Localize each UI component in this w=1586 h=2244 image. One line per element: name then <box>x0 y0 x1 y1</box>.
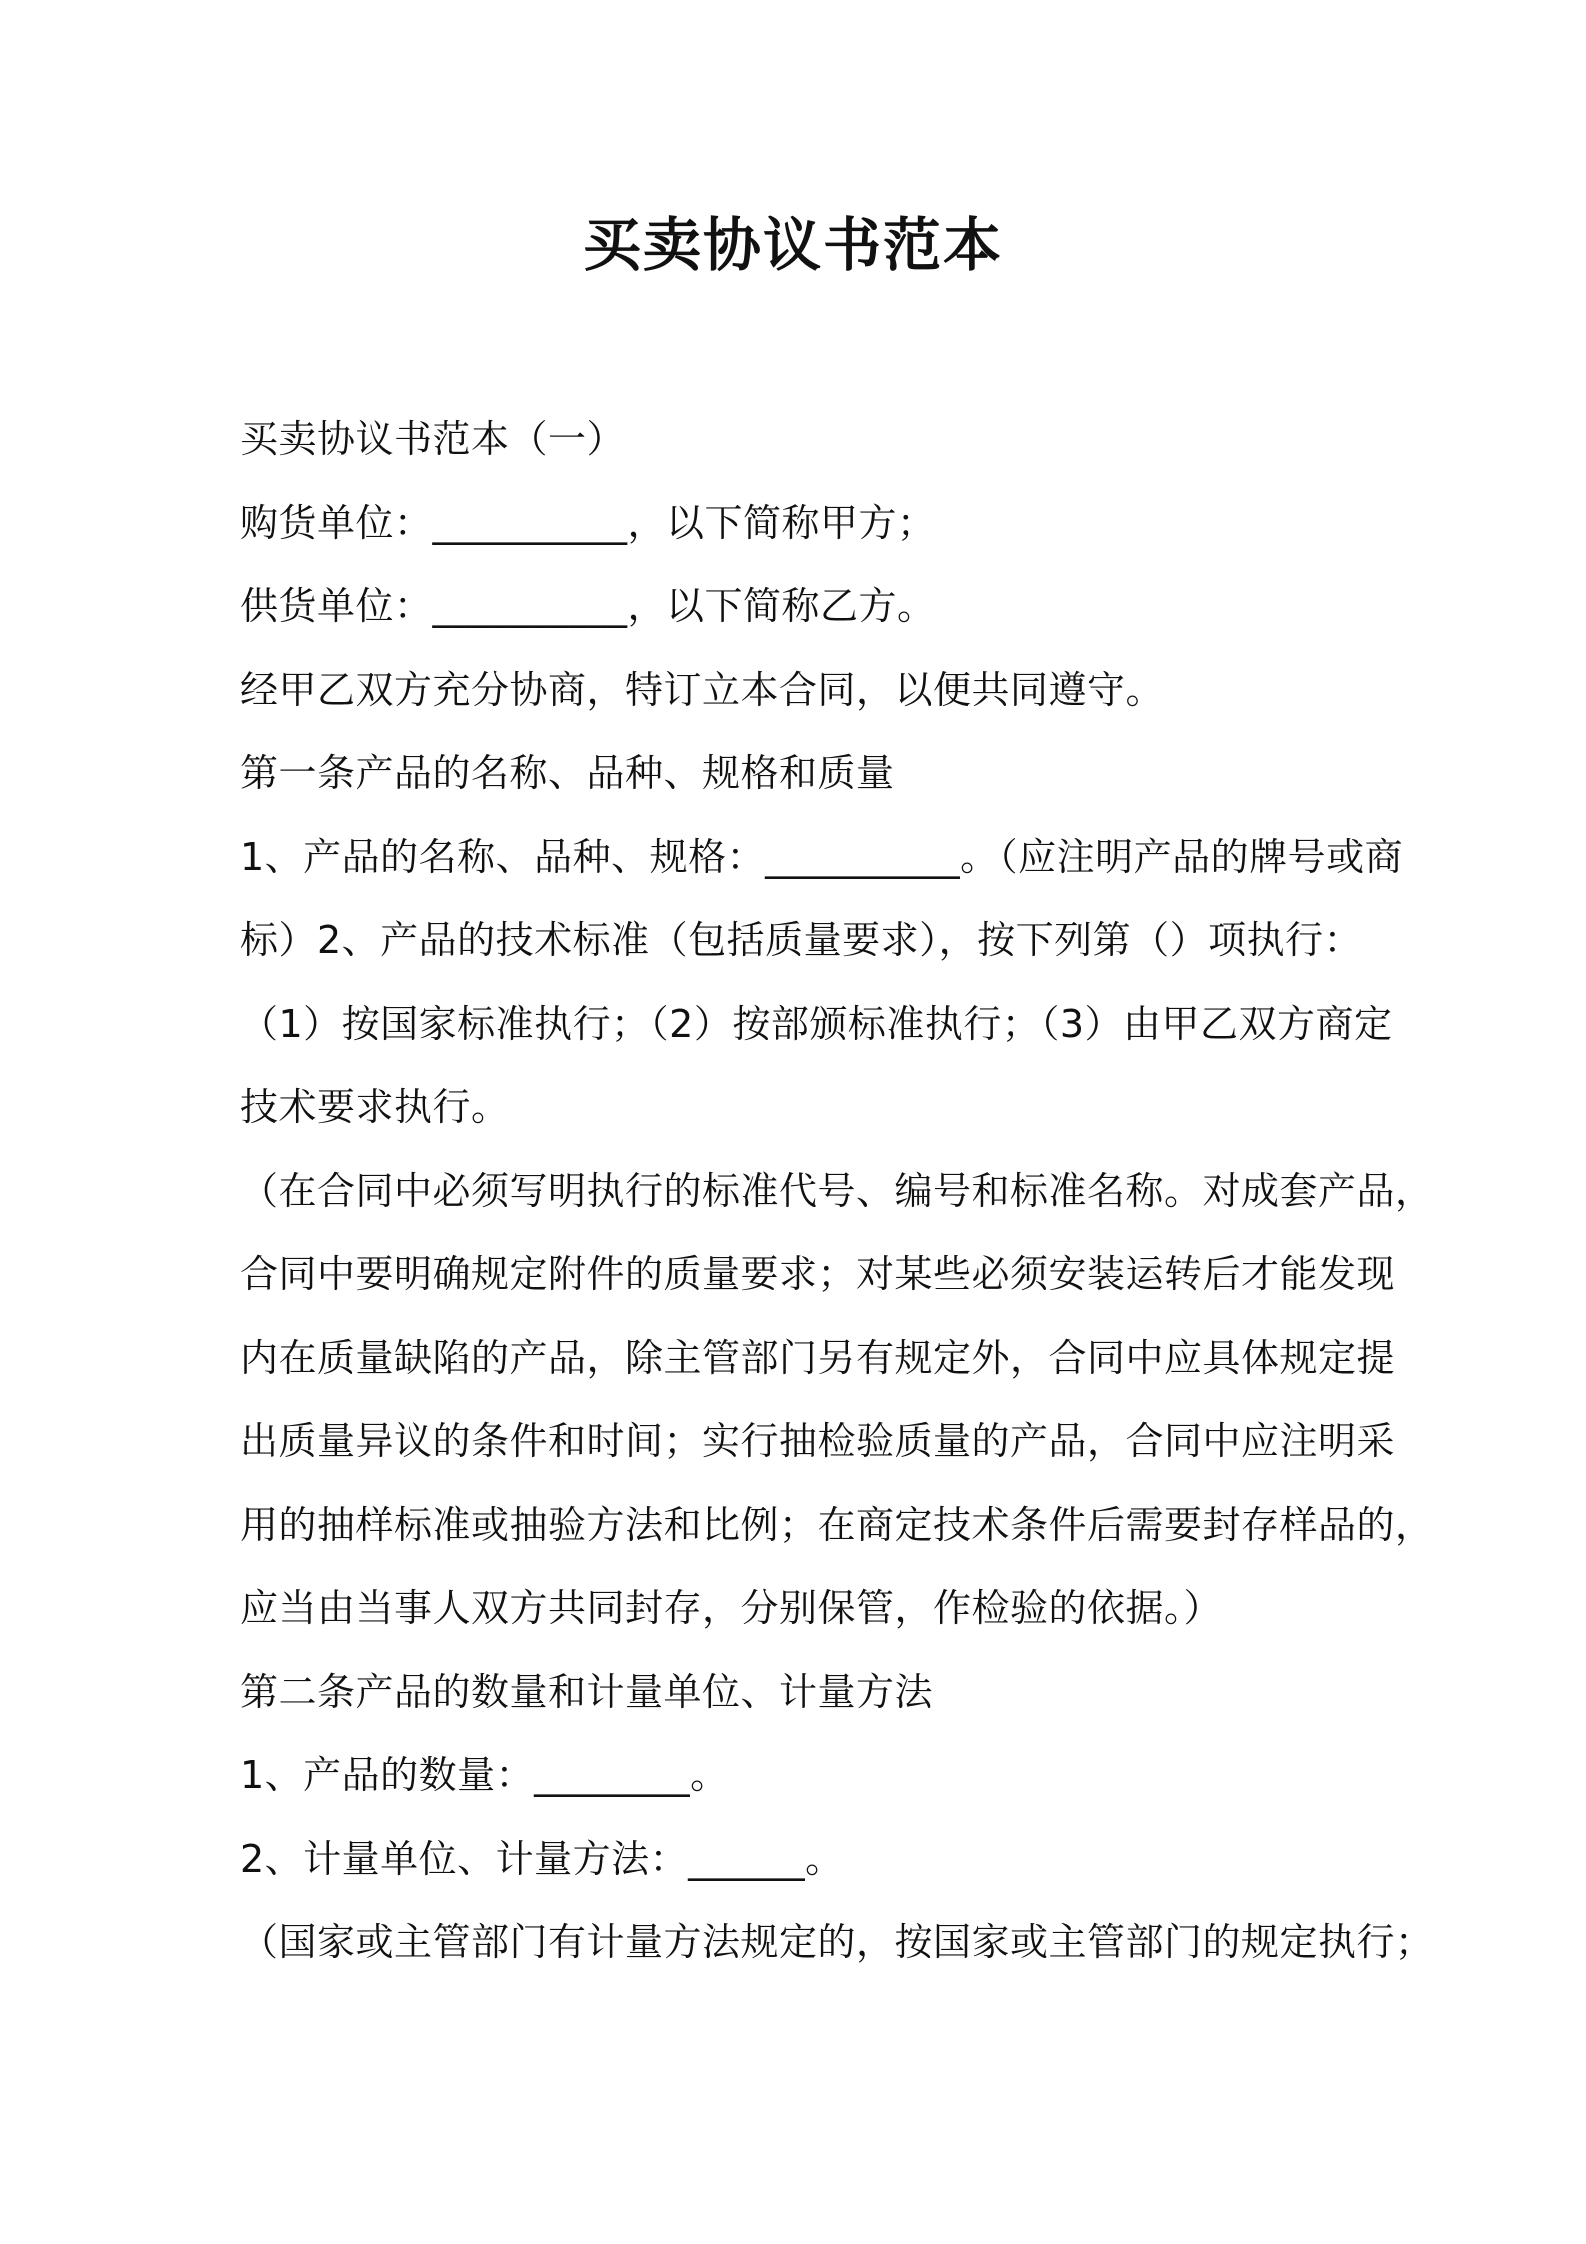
paragraph-line: （国家或主管部门有计量方法规定的，按国家或主管部门的规定执行； <box>240 1920 1434 1964</box>
paragraph-line: 1、产品的名称、品种、规格：__________。（应注明产品的牌号或商 <box>240 834 1404 879</box>
paragraph-line: 合同中要明确规定附件的质量要求；对某些必须安装运转后才能发现 <box>240 1252 1396 1296</box>
paragraph-line: 标）2、产品的技术标准（包括质量要求），按下列第（）项执行： <box>240 918 1363 962</box>
article-one-heading: 第一条产品的名称、品种、规格和质量 <box>240 751 895 795</box>
paragraph-line: （在合同中必须写明执行的标准代号、编号和标准名称。对成套产品， <box>240 1168 1434 1213</box>
agreement-intro: 经甲乙双方充分协商，特订立本合同，以便共同遵守。 <box>240 667 1165 712</box>
paragraph-line: 1、产品的数量：________。 <box>240 1753 729 1797</box>
paragraph-line: 2、计量单位、计量方法：______。 <box>240 1836 844 1881</box>
paragraph-line: 用的抽样标准或抽验方法和比例；在商定技术条件后需要封存样品的， <box>240 1502 1434 1547</box>
paragraph-line: 内在质量缺陷的产品，除主管部门另有规定外，合同中应具体规定提 <box>240 1335 1396 1380</box>
supplier-line: 供货单位：__________，以下简称乙方。 <box>240 584 936 628</box>
paragraph-line: 应当由当事人双方共同封存，分别保管，作检验的依据。） <box>240 1586 1223 1630</box>
paragraph-line: 出质量异议的条件和时间；实行抽检验质量的产品，合同中应注明采 <box>240 1419 1396 1463</box>
section-heading: 买卖协议书范本（一） <box>240 417 626 461</box>
paragraph-line: 技术要求执行。 <box>240 1085 510 1129</box>
article-two-heading: 第二条产品的数量和计量单位、计量方法 <box>240 1669 934 1714</box>
buyer-line: 购货单位：__________，以下简称甲方； <box>240 500 936 545</box>
document-body <box>240 398 1434 1985</box>
paragraph-line: （1）按国家标准执行；（2）按部颁标准执行；（3）由甲乙双方商定 <box>240 1001 1393 1046</box>
document-title: 买卖协议书范本 <box>582 211 1003 279</box>
